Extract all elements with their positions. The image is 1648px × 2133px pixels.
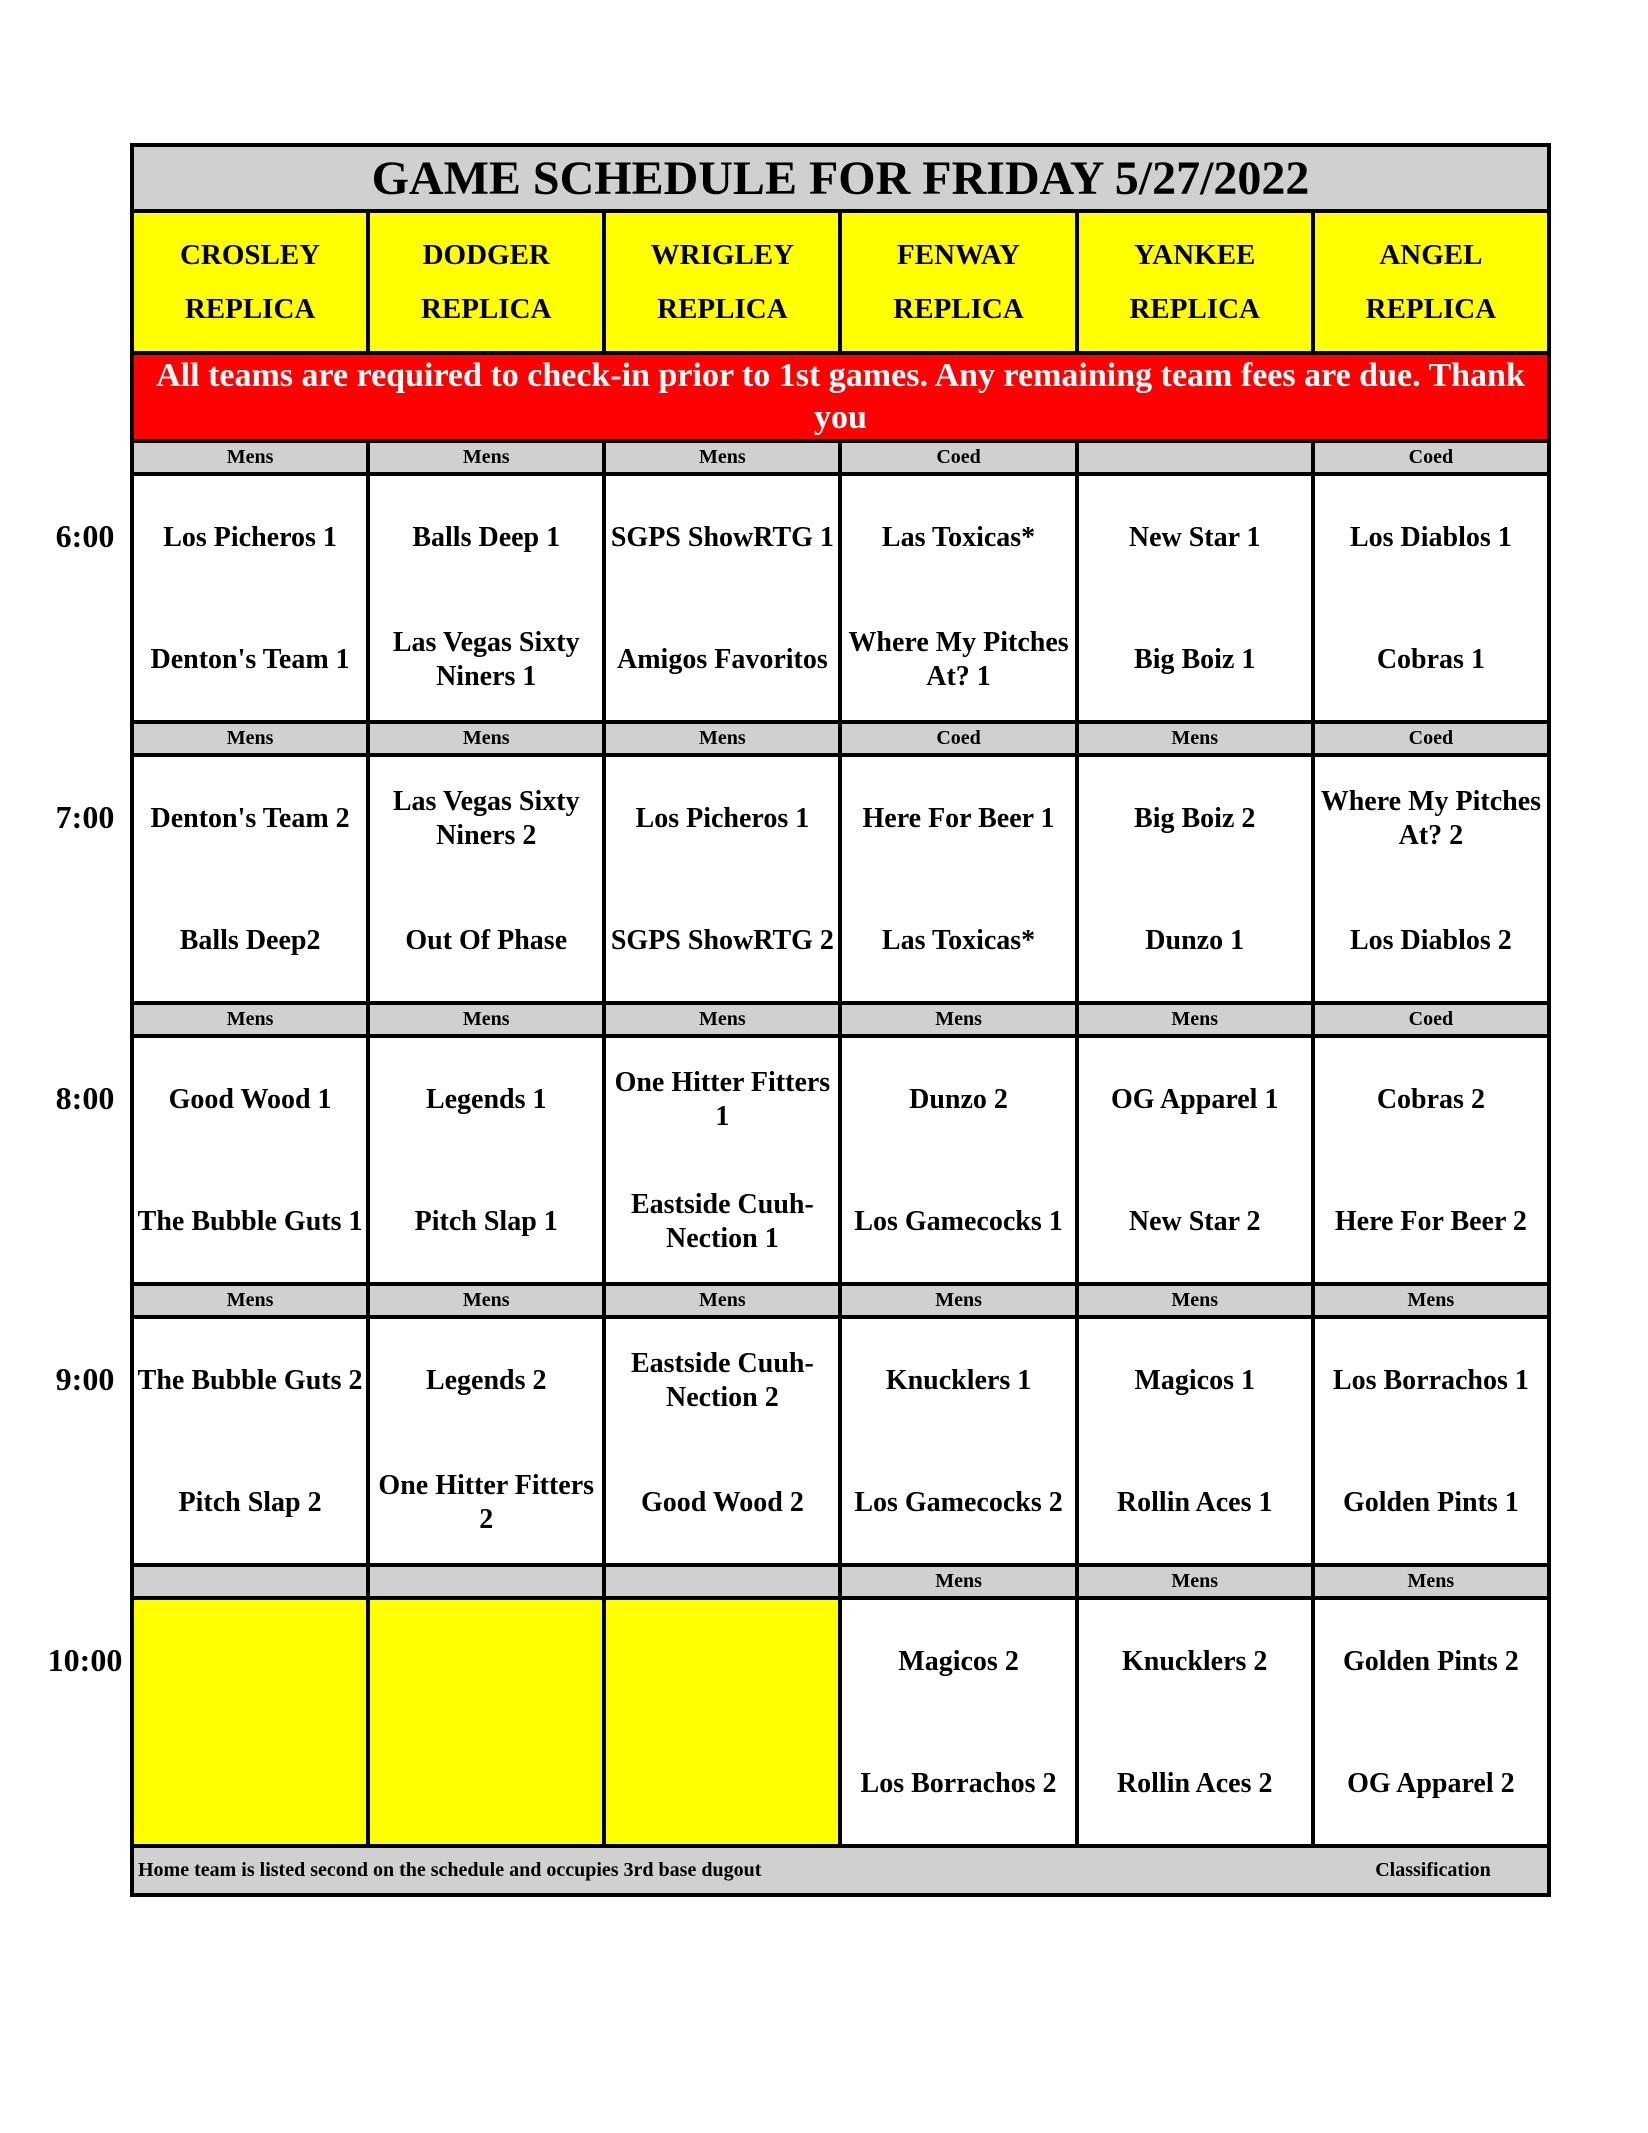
away-team: Las Vegas Sixty Niners 2 — [392, 786, 580, 851]
field-header — [368, 211, 604, 353]
away-team: Big Boiz 2 — [1134, 803, 1256, 834]
classification-cell: Mens — [604, 1003, 840, 1036]
field-name: DODGER — [422, 239, 550, 271]
classification-cell: Mens — [368, 441, 604, 474]
field-type: REPLICA — [420, 293, 552, 325]
away-team: Golden Pints 2 — [1342, 1646, 1519, 1677]
home-team: Los Diablos 2 — [1349, 925, 1512, 956]
footer-content — [134, 1859, 1547, 1882]
field-type: REPLICA — [1365, 293, 1497, 325]
field-header — [1313, 211, 1549, 353]
classification-cell — [604, 1565, 840, 1598]
game-cell — [604, 1036, 840, 1284]
home-team: Rollin Aces 1 — [1116, 1487, 1273, 1518]
time-label: 10:00 — [47, 1642, 123, 1678]
footer-cell — [132, 1846, 1549, 1895]
time-label: 8:00 — [55, 1080, 115, 1116]
game-cell — [132, 1317, 368, 1565]
away-team: Good Wood 1 — [168, 1084, 332, 1115]
home-team: SGPS ShowRTG 2 — [610, 925, 834, 956]
schedule-title: GAME SCHEDULE FOR FRIDAY 5/27/2022 — [130, 143, 1551, 209]
home-team: OG Apparel 2 — [1347, 1768, 1515, 1799]
away-team: Eastside Cuuh-Nection 2 — [630, 1348, 814, 1413]
game-cell — [1313, 755, 1549, 1003]
home-team: The Bubble Guts 1 — [137, 1206, 363, 1237]
classification-cell: Mens — [840, 1565, 1076, 1598]
game-cell — [604, 474, 840, 722]
classification-cell: Mens — [840, 1284, 1076, 1317]
game-row — [132, 1598, 1549, 1846]
field-header — [840, 211, 1076, 353]
field-type: REPLICA — [184, 293, 316, 325]
time-label: 6:00 — [55, 518, 115, 554]
field-type: REPLICA — [893, 293, 1024, 325]
notice-row — [132, 353, 1549, 441]
game-cell — [1077, 1036, 1313, 1284]
home-team: New Star 2 — [1128, 1206, 1261, 1237]
home-team: Good Wood 2 — [640, 1487, 804, 1518]
away-team: Legends 1 — [425, 1084, 547, 1115]
game-row — [132, 1317, 1549, 1565]
time-label: 7:00 — [55, 799, 115, 835]
classification-cell: Mens — [368, 722, 604, 755]
classification-cell: Mens — [1077, 1284, 1313, 1317]
classification-row — [132, 722, 1549, 755]
home-team: Balls Deep2 — [179, 925, 321, 956]
away-team: One Hitter Fitters 1 — [614, 1067, 831, 1132]
field-header — [604, 211, 840, 353]
game-cell — [1077, 1317, 1313, 1565]
home-team: Los Gamecocks 1 — [854, 1206, 1063, 1237]
game-cell — [1313, 1036, 1549, 1284]
home-team: Rollin Aces 2 — [1116, 1768, 1273, 1799]
game-row — [132, 1036, 1549, 1284]
schedule-sheet — [130, 143, 1551, 1897]
home-team: Where My Pitches At? 1 — [848, 627, 1069, 692]
time-label: 9:00 — [55, 1361, 115, 1397]
notice-banner: All teams are required to check-in prior to 1st games. Any remaining team fees are due. Thank you — [132, 353, 1549, 441]
home-team: Amigos Favoritos — [617, 644, 828, 675]
field-name: WRIGLEY — [650, 239, 795, 271]
classification-cell: Mens — [132, 1284, 368, 1317]
home-team: Big Boiz 1 — [1134, 644, 1256, 675]
away-team: Magicos 1 — [1134, 1365, 1255, 1396]
classification-cell: Mens — [604, 441, 840, 474]
game-row — [132, 755, 1549, 1003]
classification-cell: Mens — [132, 1003, 368, 1036]
field-type: REPLICA — [657, 293, 788, 325]
game-cell — [1313, 474, 1549, 722]
classification-cell: Mens — [132, 441, 368, 474]
schedule-table — [130, 209, 1551, 1897]
game-cell — [1313, 1317, 1549, 1565]
footer-row — [132, 1846, 1549, 1895]
home-team: Out Of Phase — [405, 925, 568, 956]
classification-cell: Coed — [1313, 722, 1549, 755]
away-team: Denton's Team 2 — [150, 803, 350, 834]
classification-cell: Mens — [604, 1284, 840, 1317]
away-team: Los Picheros 1 — [163, 522, 337, 553]
game-cell — [368, 1317, 604, 1565]
field-name: FENWAY — [897, 239, 1021, 271]
away-team: OG Apparel 1 — [1110, 1084, 1279, 1115]
game-cell — [840, 755, 1076, 1003]
home-team: Pitch Slap 1 — [414, 1206, 558, 1237]
home-team: Los Gamecocks 2 — [854, 1487, 1063, 1518]
footer-classification: Classification — [1375, 1859, 1491, 1881]
home-team: Here For Beer 2 — [1334, 1206, 1527, 1237]
game-cell — [368, 1036, 604, 1284]
away-team: SGPS ShowRTG 1 — [610, 522, 834, 553]
away-team: Here For Beer 1 — [862, 803, 1055, 834]
game-cell — [368, 474, 604, 722]
empty-slot — [604, 1598, 840, 1846]
field-header — [132, 211, 368, 353]
classification-cell: Mens — [1077, 722, 1313, 755]
game-cell — [132, 474, 368, 722]
classification-cell — [132, 1565, 368, 1598]
classification-cell: Mens — [132, 722, 368, 755]
away-team: Balls Deep 1 — [412, 522, 561, 553]
home-team: Dunzo 1 — [1145, 925, 1245, 956]
away-team: Las Toxicas* — [881, 522, 1036, 553]
empty-slot — [132, 1598, 368, 1846]
classification-cell: Coed — [1313, 441, 1549, 474]
home-team: Golden Pints 1 — [1342, 1487, 1519, 1518]
game-cell — [368, 755, 604, 1003]
game-cell — [1077, 1598, 1313, 1846]
classification-cell: Mens — [604, 722, 840, 755]
game-row — [132, 474, 1549, 722]
home-team: Las Vegas Sixty Niners 1 — [392, 627, 580, 692]
field-name: ANGEL — [1379, 239, 1483, 271]
field-type: REPLICA — [1129, 293, 1260, 325]
classification-row — [132, 1565, 1549, 1598]
home-team: Denton's Team 1 — [150, 644, 350, 675]
classification-cell: Mens — [1313, 1284, 1549, 1317]
classification-cell: Coed — [840, 441, 1076, 474]
game-cell — [1077, 755, 1313, 1003]
field-header-row — [132, 211, 1549, 353]
home-team: Cobras 1 — [1376, 644, 1485, 675]
away-team: Los Picheros 1 — [635, 803, 810, 834]
field-header — [1077, 211, 1313, 353]
away-team: Magicos 2 — [898, 1646, 1019, 1677]
away-team: Cobras 2 — [1376, 1084, 1485, 1115]
away-team: Legends 2 — [425, 1365, 547, 1396]
classification-row — [132, 1003, 1549, 1036]
home-team: Eastside Cuuh-Nection 1 — [630, 1189, 814, 1254]
game-cell — [604, 755, 840, 1003]
game-cell — [840, 1036, 1076, 1284]
away-team: Los Diablos 1 — [1349, 522, 1512, 553]
game-cell — [840, 474, 1076, 722]
footer-note: Home team is listed second on the schedule and occupies 3rd base dugout — [138, 1859, 762, 1881]
game-cell — [604, 1317, 840, 1565]
classification-row — [132, 441, 1549, 474]
home-team: Las Toxicas* — [881, 925, 1036, 956]
classification-cell — [1077, 441, 1313, 474]
away-team: Los Borrachos 1 — [1332, 1365, 1529, 1396]
field-name: CROSLEY — [179, 239, 321, 271]
classification-cell: Mens — [1077, 1003, 1313, 1036]
game-cell — [132, 1036, 368, 1284]
home-team: Los Borrachos 2 — [860, 1768, 1057, 1799]
home-team: Pitch Slap 2 — [178, 1487, 322, 1518]
away-team: Knucklers 1 — [885, 1365, 1032, 1396]
away-team: Where My Pitches At? 2 — [1320, 786, 1542, 851]
game-cell — [840, 1317, 1076, 1565]
classification-cell: Mens — [1077, 1565, 1313, 1598]
game-cell — [840, 1598, 1076, 1846]
classification-cell: Mens — [368, 1284, 604, 1317]
home-team: One Hitter Fitters 2 — [378, 1470, 595, 1535]
game-cell — [132, 755, 368, 1003]
classification-cell: Mens — [1313, 1565, 1549, 1598]
classification-cell — [368, 1565, 604, 1598]
classification-cell: Mens — [368, 1003, 604, 1036]
game-cell — [1313, 1598, 1549, 1846]
classification-cell: Coed — [1313, 1003, 1549, 1036]
away-team: Dunzo 2 — [909, 1084, 1008, 1115]
game-cell — [1077, 474, 1313, 722]
classification-cell: Mens — [840, 1003, 1076, 1036]
empty-slot — [368, 1598, 604, 1846]
field-name: YANKEE — [1133, 239, 1256, 271]
away-team: The Bubble Guts 2 — [137, 1365, 363, 1396]
away-team: New Star 1 — [1128, 522, 1261, 553]
classification-cell: Coed — [840, 722, 1076, 755]
classification-row — [132, 1284, 1549, 1317]
away-team: Knucklers 2 — [1121, 1646, 1268, 1677]
